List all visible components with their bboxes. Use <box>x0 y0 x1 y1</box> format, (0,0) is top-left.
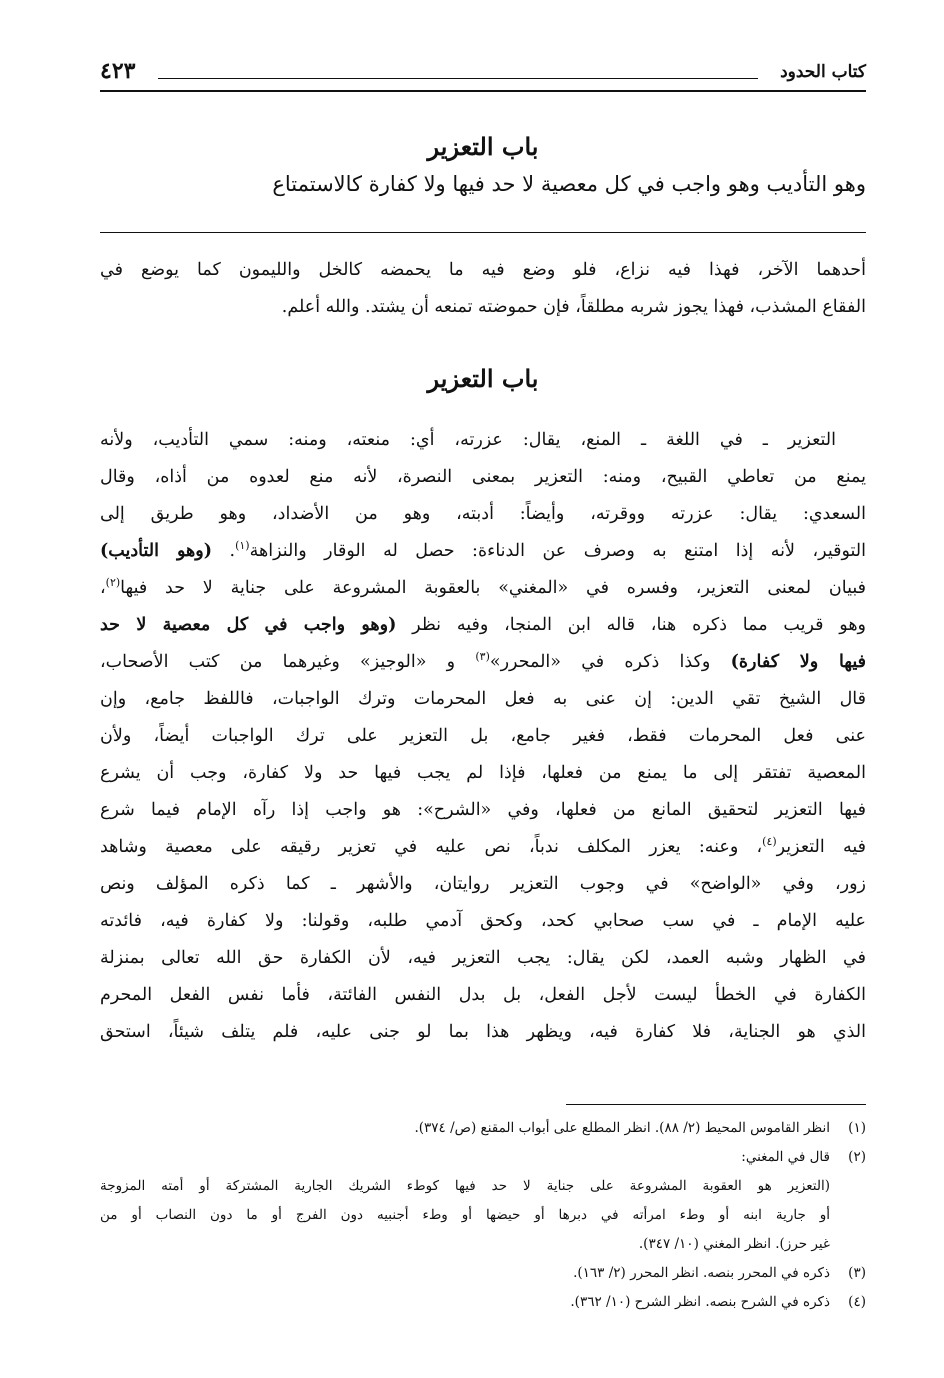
text-line: السعدي: يقال: عزرته ووقرته، وأيضاً: أدبته، وهو من الأضداد، وهو طريق إلى <box>100 504 866 524</box>
footnotes <box>100 1114 866 1317</box>
commentary-body <box>100 422 866 1051</box>
running-title: كتاب الحدود <box>780 62 866 82</box>
footnote-text: ذكره في الشرح بنصه. انظر الشرح (١٠/ ٣٦٢). <box>570 1294 830 1310</box>
footnote-separator <box>566 1104 866 1105</box>
footnote-ref[interactable]: (٢) <box>105 576 121 590</box>
text-line: فيها التعزير لتحقيق المانع من فعلها، وفي «الشرح»: هو واجب إذا رآه الإمام فيما شرع <box>100 800 866 820</box>
text-line: عنى فعل المحرمات فقط، فغير جامع، بل التعزير على ترك الواجبات أيضاً، ولأن <box>100 726 866 746</box>
footnote-quote-line: أو جارية ابنه أو وطء امرأته في دبرها أو حيضها أو وطء أجنبيه دون الفرج أو ما دون النصاب أو من <box>100 1207 830 1223</box>
text-line: الفقاع المشذب، فهذا يجوز شربه مطلقاً، فإن حموضته تمنعه أن يشتد. والله أعلم. <box>281 297 866 317</box>
text-line: المعصية تفتقر إلى ما يمنع من فعلها، فإذا لم يجب فيها حد ولا كفارة، وجب أن يشرع <box>100 763 866 783</box>
footnote-3 <box>100 1259 866 1288</box>
footnote-number: (٢) <box>848 1149 866 1165</box>
text-line: الكفارة في الخطأ ليست لأجل الفعل، بل بدل النفس الفائتة، فأما نفس الفعل المحرم <box>100 985 866 1005</box>
footnote-number: (١) <box>848 1120 866 1136</box>
quoted-matn: فيها ولا كفارة) <box>730 652 866 672</box>
matn-separator <box>100 232 866 233</box>
text-run: . <box>211 541 236 561</box>
text-line <box>100 533 866 570</box>
text-line: أحدهما الآخر، فهذا فيه نزاع، فلو وضع فيه ما يحمضه كالخل والليمون كما يوضع في <box>100 260 866 280</box>
matn-title: باب التعزير <box>427 132 539 161</box>
text-run: التوقير، لأنه إذا امتنع به وصرف عن الدناءة: حصل له الوقار والنزاهة <box>249 541 866 561</box>
footnote-number: (٣) <box>848 1265 866 1281</box>
text-run: ، وعنه: يعزر المكلف ندباً، نص عليه في تعزير رقيقه على معصية وشاهد <box>100 837 763 857</box>
text-run: ، <box>100 578 106 598</box>
matn-text: وهو التأديب وهو واجب في كل معصية لا حد فيها ولا كفارة كالاستمتاع <box>272 172 866 196</box>
continuation-paragraph <box>100 252 866 326</box>
text-line <box>100 607 866 644</box>
footnote-text: ذكره في المحرر بنصه. انظر المحرر (٢/ ١٦٣). <box>573 1265 830 1281</box>
footnote-ref[interactable]: (٤) <box>762 835 777 849</box>
text-line: في الظهار وشبه العمد، لكن يقال: يجب التعزير فيه، لأن الكفارة حق الله تعالى بمنزلة <box>100 948 866 968</box>
footnote-ref[interactable]: (٣) <box>475 650 490 664</box>
footnote-2 <box>100 1143 866 1172</box>
section-title: باب التعزير <box>427 364 539 393</box>
footnote-number: (٤) <box>848 1294 866 1310</box>
footnote-1 <box>100 1114 866 1143</box>
book-page <box>100 52 866 1342</box>
text-run: وكذا ذكره في «المحرر» <box>489 652 731 672</box>
header-rule <box>100 90 866 92</box>
text-line: الذي هو الجناية، فلا كفارة فيه، ويظهر هذا بما لو جنى عليه، فلم يتلف شيئاً، استحق <box>100 1022 866 1042</box>
text-line: عليه الإمام ـ في سب صحابي كحد، وكحق آدمي طلبه، وقولنا: ولا كفارة فيه، فائدته <box>100 911 866 931</box>
page-number: ٤٢٣ <box>100 58 136 84</box>
footnote-text: انظر القاموس المحيط (٢/ ٨٨). انظر المطلع على أبواب المقنع (ص/ ٣٧٤). <box>414 1120 830 1136</box>
text-run: و «الوجيز» وغيرهما من كتب الأصحاب، <box>100 652 476 672</box>
text-run: وهو قريب مما ذكره هنا، قاله ابن المنجا، وفيه نظر <box>396 615 866 635</box>
quoted-matn: (وهو واجب في كل معصية لا حد <box>100 615 397 635</box>
text-line <box>100 829 866 866</box>
text-line: يمنع من تعاطي القبيح، ومنه: التعزير بمعنى النصرة، لأنه منع لعدوه من أذاه، وقال <box>100 467 866 487</box>
text-line: زور، وفي «الواضح» في وجوب التعزير روايتان، والأشهر ـ كما ذكره المؤلف ونص <box>100 874 866 894</box>
footnote-text: قال في المغني: <box>741 1149 830 1165</box>
footnote-quote-line: (التعزير هو العقوبة المشروعة على جناية لا حد فيها كوطء الشريك الجارية المشتركة أو أمته المزوجة <box>100 1178 830 1194</box>
text-line <box>100 644 866 681</box>
quoted-matn: (وهو التأديب) <box>100 541 212 561</box>
text-line: قال الشيخ تقي الدين: إن عنى به فعل المحرمات وترك الواجبات، فاللفظ جامع، وإن <box>100 689 866 709</box>
text-run: فبيان لمعنى التعزير، وفسره في «المغني» بالعقوبة المشروعة على جناية لا حد فيها <box>120 578 866 598</box>
text-line <box>100 570 866 607</box>
header-dash-line <box>158 78 758 79</box>
page-header <box>100 52 866 92</box>
text-line: التعزير ـ في اللغة ـ المنع، يقال: عزرته، أي: منعته، ومنه: سمي التأديب، ولأنه <box>100 430 836 450</box>
text-run: فيه التعزير <box>776 837 866 857</box>
footnote-4 <box>100 1288 866 1317</box>
footnote-quote-line: غير حرز). انظر المغني (١٠/ ٣٤٧). <box>638 1236 830 1252</box>
footnote-ref[interactable]: (١) <box>235 539 250 553</box>
